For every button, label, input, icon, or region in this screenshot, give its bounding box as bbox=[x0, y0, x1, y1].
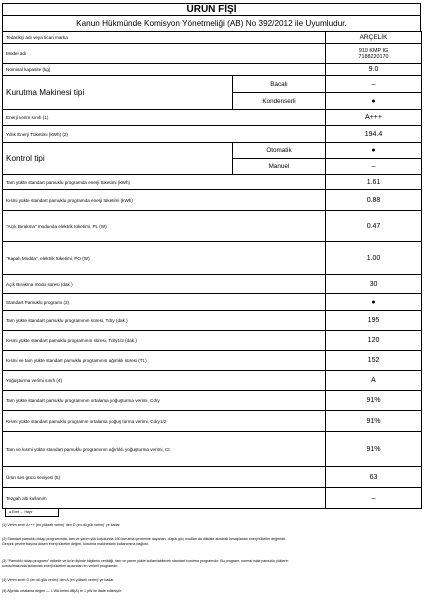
footnote-4: (4) Verim sınıfı G (en dü ̧şük verim)' den A (en yüksek verim)' ye kadar bbox=[2, 578, 114, 582]
row-label: Yoğuşturma verimi sınıfı (4) bbox=[3, 371, 326, 391]
row-value: A bbox=[326, 371, 422, 391]
sheet-title: ÜRÜN FİŞİ bbox=[2, 3, 421, 16]
table-row bbox=[3, 76, 422, 93]
table-row bbox=[3, 126, 422, 143]
row-value: 91% bbox=[326, 411, 422, 432]
spec-table bbox=[2, 31, 422, 509]
row-label: Standart Pamuklu programı (3) bbox=[3, 294, 326, 311]
row-value: 152 bbox=[326, 351, 422, 371]
row-label: Tam yükte standart pamuklu programının ortalama yoğuşturma verimi, Cdry bbox=[3, 391, 326, 411]
row-value: 0.88 bbox=[326, 190, 422, 211]
option-mark: – bbox=[326, 159, 422, 175]
table-row bbox=[3, 294, 422, 311]
row-label: Ürün ses gücü seviyesi (5) bbox=[3, 467, 326, 488]
footnote-5: (5) Ağırlıklı ortalama değeri — L WA birimi dB(A) re 1 pW ile ifade edilmiştir. bbox=[2, 589, 122, 593]
table-row bbox=[3, 351, 422, 371]
row-value: 1.61 bbox=[326, 175, 422, 190]
row-label: Tezgah altı kullanım bbox=[3, 488, 326, 509]
sheet-subtitle: Kanun Hükmünde Komisyon Yönetmeliği (AB) No 392/2012 ile Uyumludur. bbox=[2, 16, 421, 31]
legend-box bbox=[5, 508, 59, 517]
option-label: Kondenserli bbox=[233, 93, 326, 110]
table-row bbox=[3, 432, 422, 467]
option-mark: ● bbox=[326, 93, 422, 110]
row-value: 91% bbox=[326, 432, 422, 467]
table-row bbox=[3, 242, 422, 275]
option-label: Bacalı bbox=[233, 76, 326, 93]
row-label: "Açık Bırakma" modunda elektrik tüketimi, PL (W) bbox=[3, 211, 326, 242]
row-label: Yıllık Enerji Tüketimi (kWh) (2) bbox=[3, 126, 326, 143]
footnote-2a: (2) Standart pamuklu dolap programında, tam ve yarım yük koşulunda 160 kurutma çevrimine dayanan, düşük güç modları da dikkate alınarak hesaplanan enerji tüketim değeridir. bbox=[2, 537, 286, 541]
row-value: 63 bbox=[326, 467, 422, 488]
table-row bbox=[3, 64, 422, 76]
table-row bbox=[3, 211, 422, 242]
row-value: 195 bbox=[326, 311, 422, 331]
row-value: ARÇELİK bbox=[326, 32, 422, 44]
row-label: Nominal kapasite (kg) bbox=[3, 64, 326, 76]
table-row bbox=[3, 488, 422, 509]
table-row bbox=[3, 143, 422, 159]
row-value: 30 bbox=[326, 275, 422, 294]
model-line-2: 7188220170 bbox=[358, 53, 389, 60]
row-label: Kısmi yükte standart pamuklu programın ortalama yoğuş turma verimi, Cdry1/2 bbox=[3, 411, 326, 432]
legend-no: Hayır bbox=[24, 510, 33, 514]
row-label: Enerji verim sınıfı (1) bbox=[3, 110, 326, 126]
footnote-3a: (3) "Pamuklu dolap programı" etiketle ve ürün fişinde bilgilerin verildiği, tam ve yarım yükte kullanılabilecek standart kurutma programıdır. Bu program, normal ıslak pamuklu yüklerin bbox=[2, 559, 289, 563]
row-label: Kısmi ve tam yükte standart pamuklu programının ağırlıklı süresi (Tt.) bbox=[3, 351, 326, 371]
row-value: – bbox=[326, 488, 422, 509]
table-row bbox=[3, 32, 422, 44]
footnote-2b: Gerçek çevrim başına düşen enerji tüketim değeri, kurutma makinesinin kullanımına bağlıdır. bbox=[2, 542, 150, 546]
row-label: "Kapalı Modda", elektrik tüketimi, PO (W) bbox=[3, 242, 326, 275]
row-label: Tam yükte standart pamuklu programda enerji tüketimi (kWh) bbox=[3, 175, 326, 190]
row-label: Açık Bırakma modu süresi (dak.) bbox=[3, 275, 326, 294]
row-label: Kısmi yükte standart pamuklu programının süresi, Tdry1/2 (dak.) bbox=[3, 331, 326, 351]
row-value: 0.47 bbox=[326, 211, 422, 242]
row-label: Tam yükte standart pamuklu programının süresi, Tdry (dak.) bbox=[3, 311, 326, 331]
table-row bbox=[3, 371, 422, 391]
table-row bbox=[3, 391, 422, 411]
option-mark: ● bbox=[326, 143, 422, 159]
row-value: A+++ bbox=[326, 110, 422, 126]
row-value: 194.4 bbox=[326, 126, 422, 143]
option-label: Otomatik bbox=[233, 143, 326, 159]
table-row bbox=[3, 467, 422, 488]
row-value: ● bbox=[326, 294, 422, 311]
model-line-1: 910 KMP IG bbox=[358, 47, 389, 54]
row-label: Kısmi yükte standart pamuklu programda enerji tüketimi (kWh) bbox=[3, 190, 326, 211]
table-row bbox=[3, 331, 422, 351]
product-fiche bbox=[2, 3, 421, 509]
option-mark: – bbox=[326, 76, 422, 93]
legend-separator: – bbox=[20, 510, 23, 514]
row-label: Tedarikçi adı veya ticari marka bbox=[3, 32, 326, 44]
row-value: 120 bbox=[326, 331, 422, 351]
option-label: Manuel bbox=[233, 159, 326, 175]
table-row bbox=[3, 175, 422, 190]
row-label: Model adı bbox=[3, 44, 326, 64]
table-row bbox=[3, 411, 422, 432]
table-row bbox=[3, 110, 422, 126]
table-row bbox=[3, 190, 422, 211]
table-row bbox=[3, 44, 422, 64]
row-value bbox=[326, 44, 422, 64]
row-label: Kurutma Makinesi tipi bbox=[3, 76, 233, 110]
row-value: 91% bbox=[326, 391, 422, 411]
legend-yes: ● Evet bbox=[9, 510, 19, 514]
row-label: Kontrol tipi bbox=[3, 143, 233, 175]
footnote-3b: kurutulmasında kullanılan enerji tüketimi açısından en verimli programdır. bbox=[2, 564, 119, 568]
table-row bbox=[3, 311, 422, 331]
row-value: 9.0 bbox=[326, 64, 422, 76]
row-value: 1.00 bbox=[326, 242, 422, 275]
footnote-1: (1) Verim sınıfı A+++ (en yüksek verim) 'den D (en dü ̧şük verim)' ye kadar bbox=[2, 523, 120, 527]
row-label: Tam ve kısmi yükte standart pamuklu programının ağırlıklı yoğuşturma verimi, Ct bbox=[3, 432, 326, 467]
table-row bbox=[3, 275, 422, 294]
